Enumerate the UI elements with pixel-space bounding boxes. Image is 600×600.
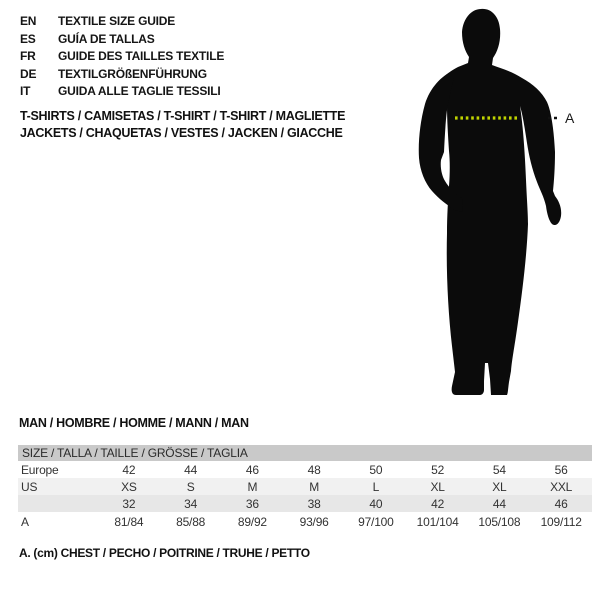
cell: 52	[407, 461, 469, 478]
cell: 85/88	[160, 512, 222, 531]
cell: 54	[469, 461, 531, 478]
language-row	[20, 13, 224, 31]
cell: 44	[469, 495, 531, 512]
table-row-chest-cm	[18, 512, 592, 531]
cell: 109/112	[530, 512, 592, 531]
cell: 48	[283, 461, 345, 478]
cell: 56	[530, 461, 592, 478]
language-title: TEXTILGRÖßENFÜHRUNG	[58, 66, 207, 81]
man-silhouette-svg	[400, 0, 600, 400]
cell: 89/92	[222, 512, 284, 531]
language-title: TEXTILE SIZE GUIDE	[58, 14, 176, 28]
cell: L	[345, 478, 407, 495]
cell: 46	[222, 461, 284, 478]
cell: XS	[98, 478, 160, 495]
cell: M	[283, 478, 345, 495]
language-title: GUIDE DES TAILLES TEXTILE	[58, 49, 225, 63]
cell: 44	[160, 461, 222, 478]
measure-label-a: A	[565, 110, 575, 126]
row-label: A	[18, 512, 98, 531]
cell: 46	[530, 495, 592, 512]
language-title: GUIDA ALLE TAGLIE TESSILI	[58, 84, 221, 98]
cell: 38	[283, 495, 345, 512]
row-label: US	[18, 478, 98, 495]
cell: 105/108	[469, 512, 531, 531]
cell: 40	[345, 495, 407, 512]
table-row-europe	[18, 461, 592, 478]
cell: 81/84	[98, 512, 160, 531]
category-lines	[20, 108, 345, 142]
cell: 97/100	[345, 512, 407, 531]
cell: 32	[98, 495, 160, 512]
size-table	[18, 445, 592, 531]
table-row-us	[18, 478, 592, 495]
cell: S	[160, 478, 222, 495]
row-label	[18, 495, 98, 512]
cell: XL	[407, 478, 469, 495]
cell: 36	[222, 495, 284, 512]
cell: 42	[407, 495, 469, 512]
language-row	[20, 66, 224, 84]
category-line-tshirts: T-SHIRTS / CAMISETAS / T-SHIRT / T-SHIRT / MAGLIETTE	[20, 109, 346, 123]
table-row-alt-sizes	[18, 495, 592, 512]
cell: 42	[98, 461, 160, 478]
language-code: FR	[20, 49, 36, 63]
language-code: DE	[20, 66, 37, 81]
measurement-footnote: A. (cm) CHEST / PECHO / POITRINE / TRUHE / PETTO	[19, 546, 310, 560]
cell: XXL	[530, 478, 592, 495]
man-silhouette-figure	[400, 0, 600, 400]
cell: 101/104	[407, 512, 469, 531]
category-line-jackets: JACKETS / CHAQUETAS / VESTES / JACKEN / GIACCHE	[20, 126, 343, 140]
cell: 34	[160, 495, 222, 512]
language-row	[20, 48, 224, 66]
language-row	[20, 83, 224, 101]
language-row	[20, 31, 224, 49]
language-title: GUÍA DE TALLAS	[58, 31, 155, 46]
size-table-header-row	[18, 445, 592, 461]
cell: 50	[345, 461, 407, 478]
language-code: ES	[20, 31, 36, 46]
section-title-man: MAN / HOMBRE / HOMME / MANN / MAN	[19, 416, 249, 430]
cell: XL	[469, 478, 531, 495]
language-code: EN	[20, 14, 37, 28]
language-code: IT	[20, 84, 31, 98]
cell: M	[222, 478, 284, 495]
row-label: Europe	[18, 461, 98, 478]
language-list	[20, 13, 224, 101]
cell: 93/96	[283, 512, 345, 531]
size-table-header: SIZE / TALLA / TAILLE / GRÖSSE / TAGLIA	[18, 445, 592, 461]
